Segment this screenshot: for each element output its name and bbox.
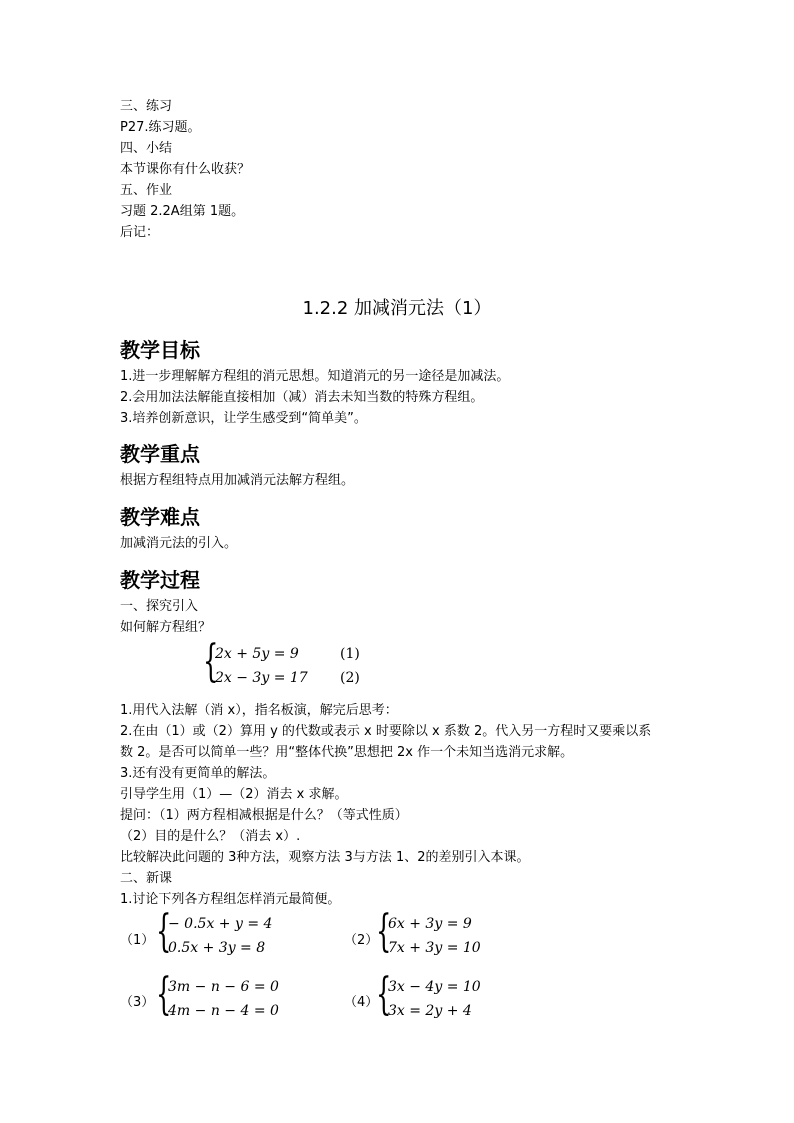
equation-system <box>156 969 336 1027</box>
text-line: 数 2。是否可以简单一些？用“整体代换”思想把 2x 作一个未知当选消元求解。 <box>120 745 574 760</box>
text-line: （2）目的是什么？（消去 x）. <box>120 829 301 844</box>
text-line: 五、作业 <box>120 183 173 198</box>
equation: 4m − n − 4 = 0 <box>168 1003 279 1019</box>
equation: 0.5x + 3y = 8 <box>168 940 266 956</box>
section-heading-key: 教学重点 <box>120 442 200 466</box>
equation: 6x + 3y = 9 <box>388 916 472 932</box>
brace-icon: { <box>156 906 172 957</box>
brace-icon: { <box>203 636 219 687</box>
goal-item: 1.进一步理解解方程组的消元思想。知道消元的另一途径是加减法。 <box>120 369 510 384</box>
goal-item: 3.培养创新意识，让学生感受到“简单美”。 <box>120 411 367 426</box>
text-line: 后记： <box>120 225 160 240</box>
section-heading-difficult: 教学难点 <box>120 505 200 529</box>
text-line: 2.在由（1）或（2）算用 y 的代数或表示 x 时要除以 x 系数 2。代入另一方程时又要乘以系 <box>120 724 652 739</box>
equation-tag: (2) <box>340 670 360 686</box>
exercise-label: （4） <box>344 995 379 1010</box>
equation-system <box>376 906 556 964</box>
equation: 7x + 3y = 10 <box>388 940 481 956</box>
text-line: 四、小结 <box>120 141 173 156</box>
equation-tag: (1) <box>340 646 360 662</box>
equation-system <box>156 906 336 964</box>
section-heading-goals: 教学目标 <box>120 338 200 362</box>
text-line: 3.还有没有更简单的解法。 <box>120 766 276 781</box>
goal-item: 2.会用加法法解能直接相加（减）消去未知当数的特殊方程组。 <box>120 390 484 405</box>
equation: 3x = 2y + 4 <box>388 1003 472 1019</box>
text-line: 本节课你有什么收获？ <box>120 162 251 177</box>
equation: 3x − 4y = 10 <box>388 979 481 995</box>
text-line: 一、探究引入 <box>120 599 199 614</box>
key-text: 根据方程组特点用加减消元法解方程组。 <box>120 473 355 488</box>
brace-icon: { <box>376 906 392 957</box>
text-line: P27.练习题。 <box>120 120 201 135</box>
equation-system <box>376 969 556 1027</box>
equation-system <box>203 636 383 694</box>
text-line: 如何解方程组？ <box>120 620 212 635</box>
text-line: 提问：（1）两方程相减根据是什么？（等式性质） <box>120 808 408 823</box>
text-line: 比较解决此问题的 3种方法，观察方法 3与方法 1、2的差别引入本课。 <box>120 850 530 865</box>
exercise-label: （3） <box>120 995 155 1010</box>
equation: 3m − n − 6 = 0 <box>168 979 279 995</box>
text-line: 二、新课 <box>120 871 173 886</box>
equation: 2x + 5y = 9 <box>215 646 299 662</box>
text-line: 三、练习 <box>120 99 173 114</box>
exercise-label: （1） <box>120 933 155 948</box>
text-line: 习题 2.2A组第 1题。 <box>120 204 245 219</box>
section-heading-process: 教学过程 <box>120 568 200 592</box>
text-line: 1.用代入法解（消 x），指名板演，解完后思考： <box>120 703 398 718</box>
brace-icon: { <box>156 969 172 1020</box>
difficult-text: 加减消元法的引入。 <box>120 536 238 551</box>
exercise-label: （2） <box>344 933 379 948</box>
equation: 2x − 3y = 17 <box>215 670 308 686</box>
equation: − 0.5x + y = 4 <box>168 916 273 932</box>
text-line: 引导学生用（1）—（2）消去 x 求解。 <box>120 787 348 802</box>
text-line: 1.讨论下列各方程组怎样消元最简便。 <box>120 892 341 907</box>
brace-icon: { <box>376 969 392 1020</box>
page-title: 1.2.2 加减消元法（1） <box>302 298 492 319</box>
